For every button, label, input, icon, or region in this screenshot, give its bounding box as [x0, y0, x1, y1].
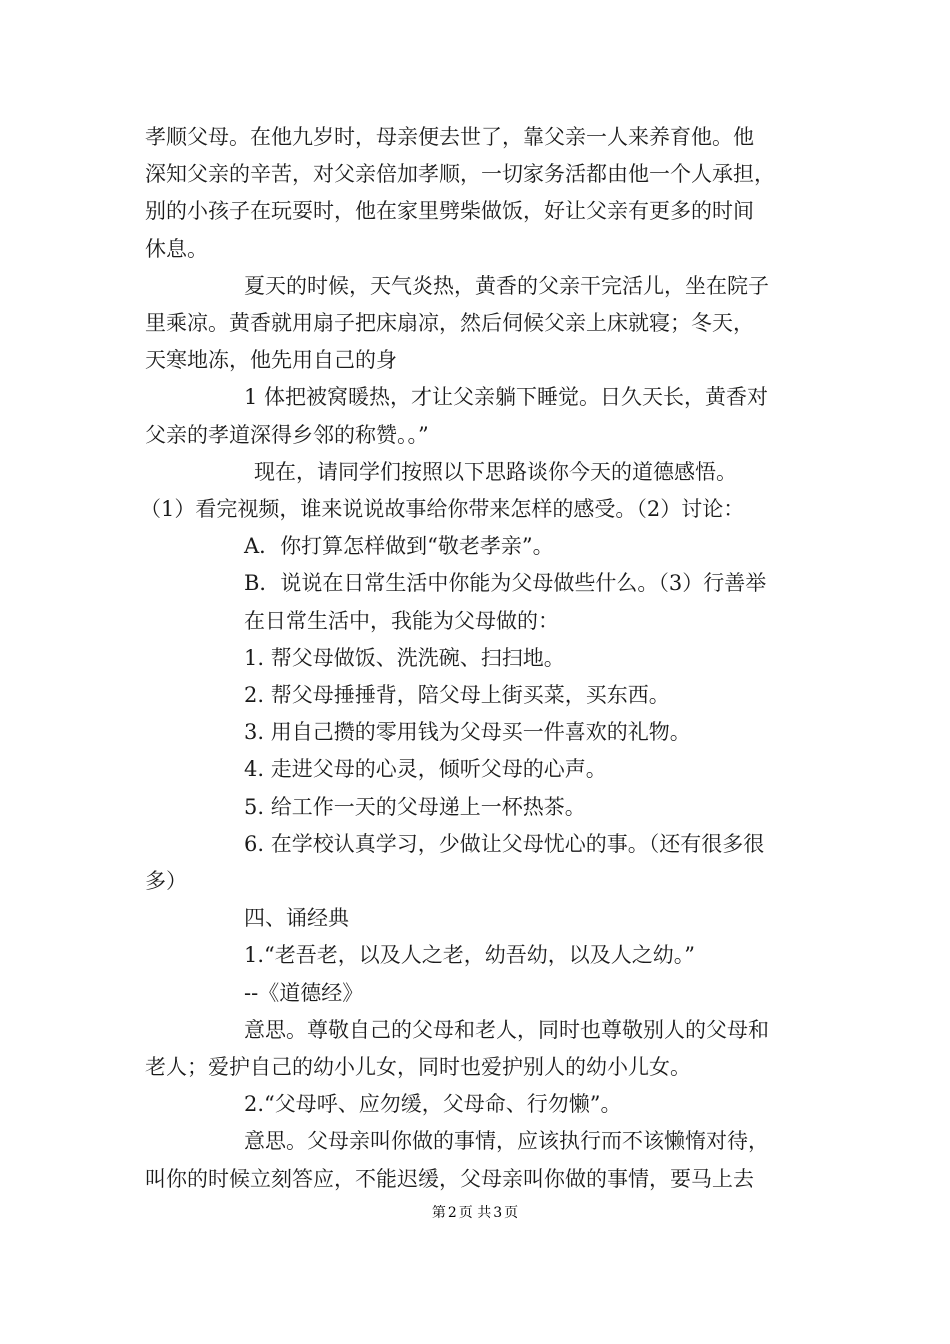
text-line: A．你打算怎样做到“敬老孝亲”。: [244, 534, 554, 558]
list-item: 2. 帮父母捶捶背，陪父母上街买菜，买东西。: [244, 683, 670, 707]
text-line: 叫你的时候立刻答应，不能迟缓，父母亲叫你做的事情，要马上去: [145, 1167, 754, 1191]
text-line: 孝顺父母。在他九岁时，母亲便去世了，靠父亲一人来养育他。他: [145, 125, 754, 149]
footer-prefix: 第: [431, 1205, 446, 1221]
footer-middle: 页 共: [458, 1205, 492, 1221]
text-line: 老人；爱护自己的幼小儿女，同时也爱护别人的幼小儿女。: [145, 1055, 691, 1079]
quote-line: 2.“父母呼、应勿缓，父母命、行勿懒”。: [244, 1092, 622, 1116]
text-line: 休息。: [145, 237, 208, 261]
section-heading: 四、诵经典: [244, 906, 349, 930]
footer-suffix: 页: [504, 1205, 519, 1221]
text-line: 里乘凉。黄香就用扇子把床扇凉，然后伺候父亲上床就寝；冬天，: [145, 311, 754, 335]
list-item: 5. 给工作一天的父母递上一杯热茶。: [244, 795, 586, 819]
text-line: 在日常生活中，我能为父母做的：: [244, 609, 559, 633]
text-line: 父亲的孝道深得乡邻的称赞。。”: [145, 423, 429, 447]
text-line: 多）: [145, 869, 187, 893]
text-line: B．说说在日常生活中你能为父母做些什么。（3）行善举: [244, 571, 767, 595]
list-item: 4. 走进父母的心灵，倾听父母的心声。: [244, 757, 607, 781]
text-line: 天寒地冻，他先用自己的身: [145, 348, 397, 372]
list-item: 3. 用自己攒的零用钱为父母买一件喜欢的礼物。: [244, 720, 691, 744]
footer-current-page: 2: [447, 1205, 457, 1221]
text-line: 别的小孩子在玩耍时，他在家里劈柴做饭，好让父亲有更多的时间: [145, 199, 754, 223]
page-footer: [0, 1203, 950, 1223]
footer-total-pages: 3: [493, 1205, 503, 1221]
quote-source: --《道德经》: [244, 981, 364, 1005]
text-line: 深知父亲的辛苦，对父亲倍加孝顺，一切家务活都由他一个人承担，: [145, 162, 775, 186]
list-item: 1. 帮父母做饭、洗洗碗、扫扫地。: [244, 646, 565, 670]
text-line: 现在，请同学们按照以下思路谈你今天的道德感悟。: [254, 460, 737, 484]
list-item: 6. 在学校认真学习，少做让父母忧心的事。（还有很多很: [244, 832, 765, 856]
text-line: 意思。父母亲叫你做的事情，应该执行而不该懒惰对待，: [244, 1129, 769, 1153]
text-line: 1 体把被窝暖热，才让父亲躺下睡觉。日久天长，黄香对: [244, 385, 769, 409]
text-line: 意思。尊敬自己的父母和老人，同时也尊敬别人的父母和: [244, 1018, 769, 1042]
text-line: （1）看完视频，谁来说说故事给你带来怎样的感受。（2）讨论：: [140, 497, 745, 521]
quote-line: 1.“老吾老，以及人之老，幼吾幼，以及人之幼。”: [244, 943, 696, 967]
text-line: 夏天的时候，天气炎热，黄香的父亲干完活儿，坐在院子: [244, 274, 769, 298]
